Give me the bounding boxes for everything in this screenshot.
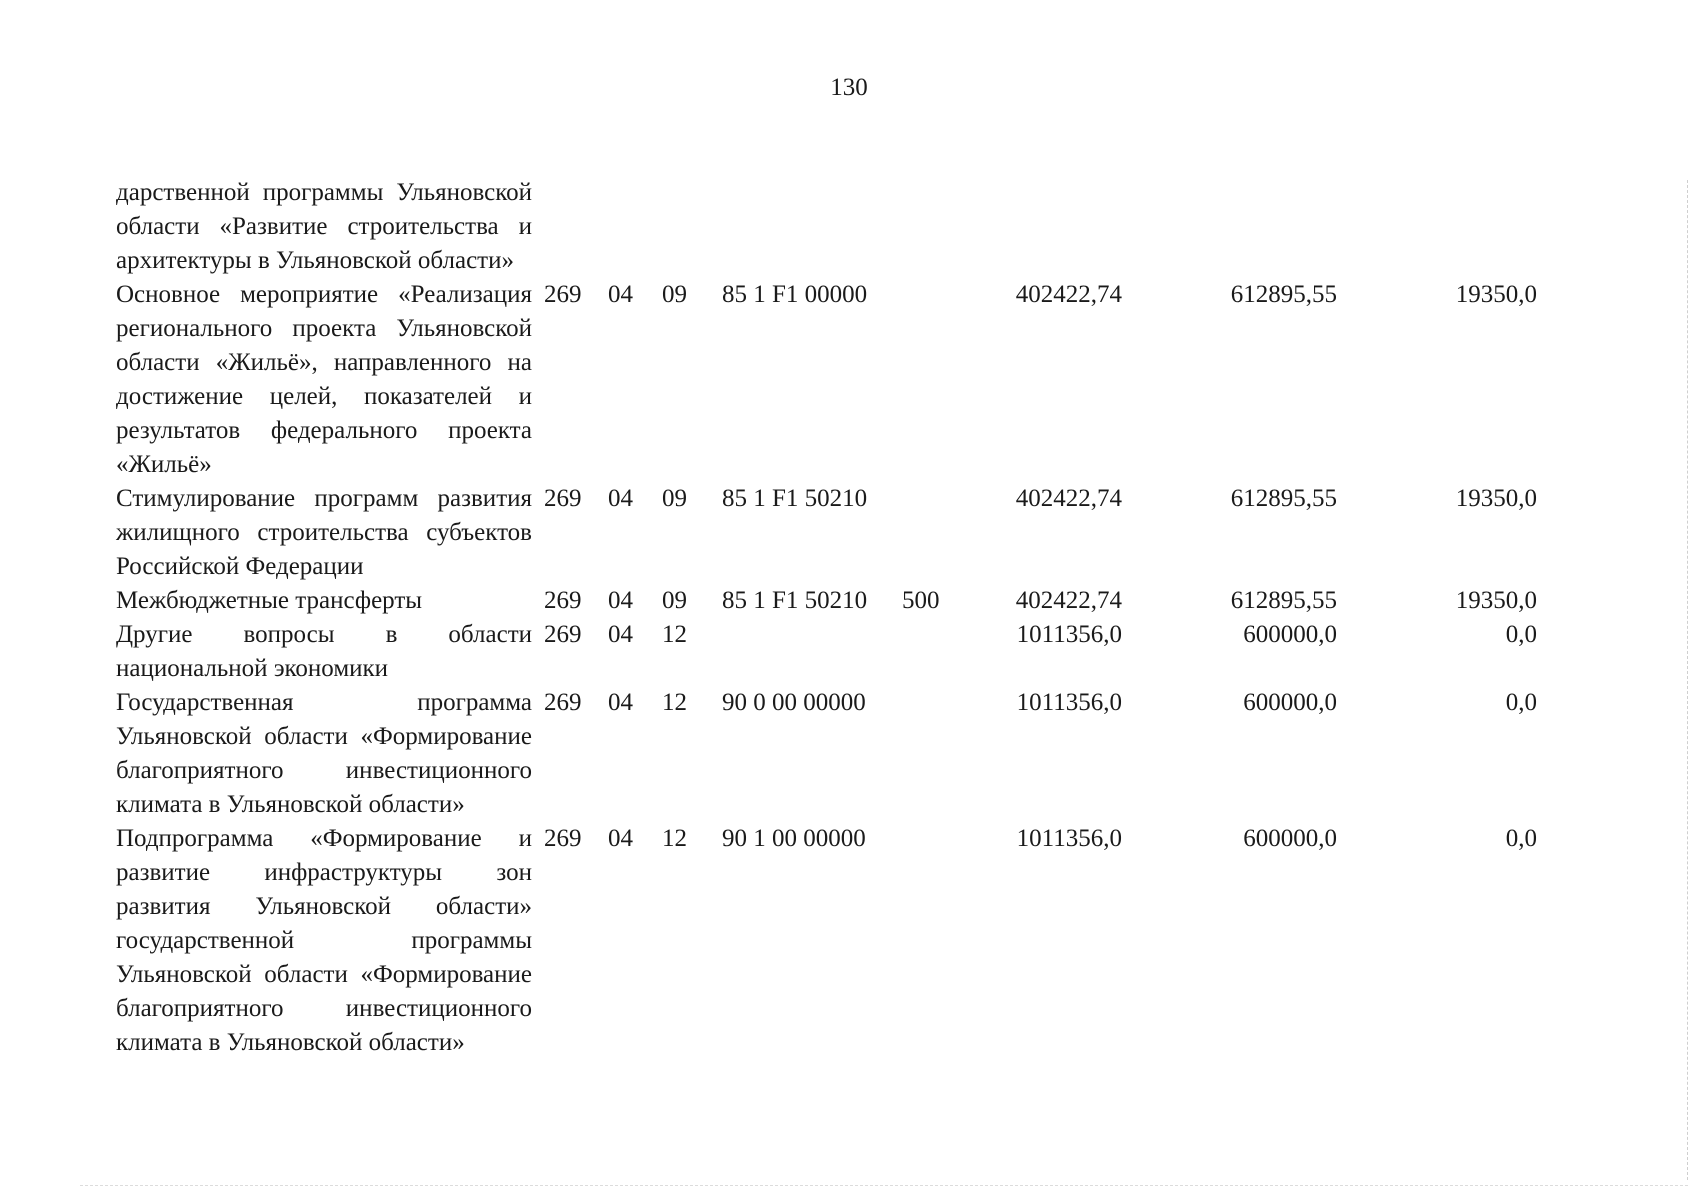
table-row	[116, 618, 1537, 686]
table-row	[116, 176, 1537, 278]
row-amount-year1: 1011356,0	[1016, 621, 1122, 648]
row-glava: 269	[544, 587, 582, 614]
row-amount-year3: 0,0	[1505, 689, 1537, 716]
row-amount-year3: 19350,0	[1455, 281, 1537, 308]
budget-table	[116, 176, 1537, 1060]
table-row	[116, 822, 1537, 1060]
table-body	[116, 176, 1537, 1060]
scan-edge-line	[1687, 180, 1688, 1180]
row-expense-type	[902, 686, 992, 822]
row-name: Другие вопросы в области национальной экономики	[116, 621, 532, 682]
table-row	[116, 482, 1537, 584]
row-amount-year2: 612895,55	[1230, 587, 1337, 614]
row-glava	[532, 176, 608, 278]
table-row	[116, 278, 1537, 482]
row-amount-year2: 612895,55	[1230, 485, 1337, 512]
row-target-article: 85 1 F1 50210	[722, 485, 868, 512]
row-expense-type	[902, 176, 992, 278]
row-glava: 269	[544, 825, 582, 852]
row-expense-type	[902, 278, 992, 482]
row-amount-year2: 612895,55	[1230, 281, 1337, 308]
row-amount-year3: 19350,0	[1455, 485, 1537, 512]
row-subsection: 09	[662, 587, 687, 614]
row-amount-year3	[1337, 176, 1537, 278]
row-section	[608, 176, 662, 278]
row-subsection: 09	[662, 485, 687, 512]
scan-bottom-line	[80, 1185, 1688, 1186]
row-expense-type	[902, 618, 992, 686]
row-name: Подпрограмма «Формирование и развитие инфраструктуры зон развития Ульяновской области» государственной программы Ульяновской области «Формирование благоприятного инвестиционного климата в Ульяновской области»	[116, 825, 532, 1056]
row-name: Стимулирование программ развития жилищного строительства субъектов Российской Федерации	[116, 485, 532, 580]
row-expense-type	[902, 822, 992, 1060]
page-number: 130	[830, 74, 868, 101]
row-section: 04	[608, 485, 633, 512]
row-expense-type	[902, 482, 992, 584]
table-row	[116, 686, 1537, 822]
row-amount-year1: 402422,74	[1015, 281, 1122, 308]
row-target-article: 85 1 F1 50210	[722, 587, 868, 614]
row-section: 04	[608, 621, 633, 648]
row-target-article: 90 0 00 00000	[722, 689, 866, 716]
row-amount-year1: 1011356,0	[1016, 689, 1122, 716]
row-amount-year1	[992, 176, 1122, 278]
row-expense-type: 500	[902, 587, 940, 614]
row-glava: 269	[544, 689, 582, 716]
row-name: Государственная программа Ульяновской области «Формирование благоприятного инвестиционного климата в Ульяновской области»	[116, 689, 532, 818]
row-subsection: 12	[662, 689, 687, 716]
row-name: Основное мероприятие «Реализация регионального проекта Ульяновской области «Жильё», направленного на достижение целей, показателей и результатов федерального проекта «Жильё»	[116, 281, 532, 478]
row-subsection: 12	[662, 621, 687, 648]
row-target-article	[722, 176, 902, 278]
row-amount-year2: 600000,0	[1243, 621, 1337, 648]
row-amount-year2: 600000,0	[1243, 825, 1337, 852]
table-row	[116, 584, 1537, 618]
row-glava: 269	[544, 281, 582, 308]
row-amount-year2: 600000,0	[1243, 689, 1337, 716]
row-section: 04	[608, 689, 633, 716]
row-glava: 269	[544, 485, 582, 512]
row-section: 04	[608, 281, 633, 308]
row-name: Межбюджетные трансферты	[116, 587, 423, 614]
row-target-article: 90 1 00 00000	[722, 825, 866, 852]
row-target-article: 85 1 F1 00000	[722, 281, 868, 308]
row-amount-year1: 1011356,0	[1016, 825, 1122, 852]
row-section: 04	[608, 825, 633, 852]
row-amount-year2	[1122, 176, 1337, 278]
row-section: 04	[608, 587, 633, 614]
row-name: дарственной программы Ульяновской области «Развитие строительства и архитектуры в Ульяновской области»	[116, 179, 532, 274]
row-amount-year1: 402422,74	[1015, 485, 1122, 512]
row-amount-year3: 19350,0	[1455, 587, 1537, 614]
row-subsection: 12	[662, 825, 687, 852]
row-amount-year3: 0,0	[1505, 621, 1537, 648]
row-subsection	[662, 176, 722, 278]
row-target-article	[722, 618, 902, 686]
row-glava: 269	[544, 621, 582, 648]
row-amount-year3: 0,0	[1505, 825, 1537, 852]
row-amount-year1: 402422,74	[1015, 587, 1122, 614]
row-subsection: 09	[662, 281, 687, 308]
